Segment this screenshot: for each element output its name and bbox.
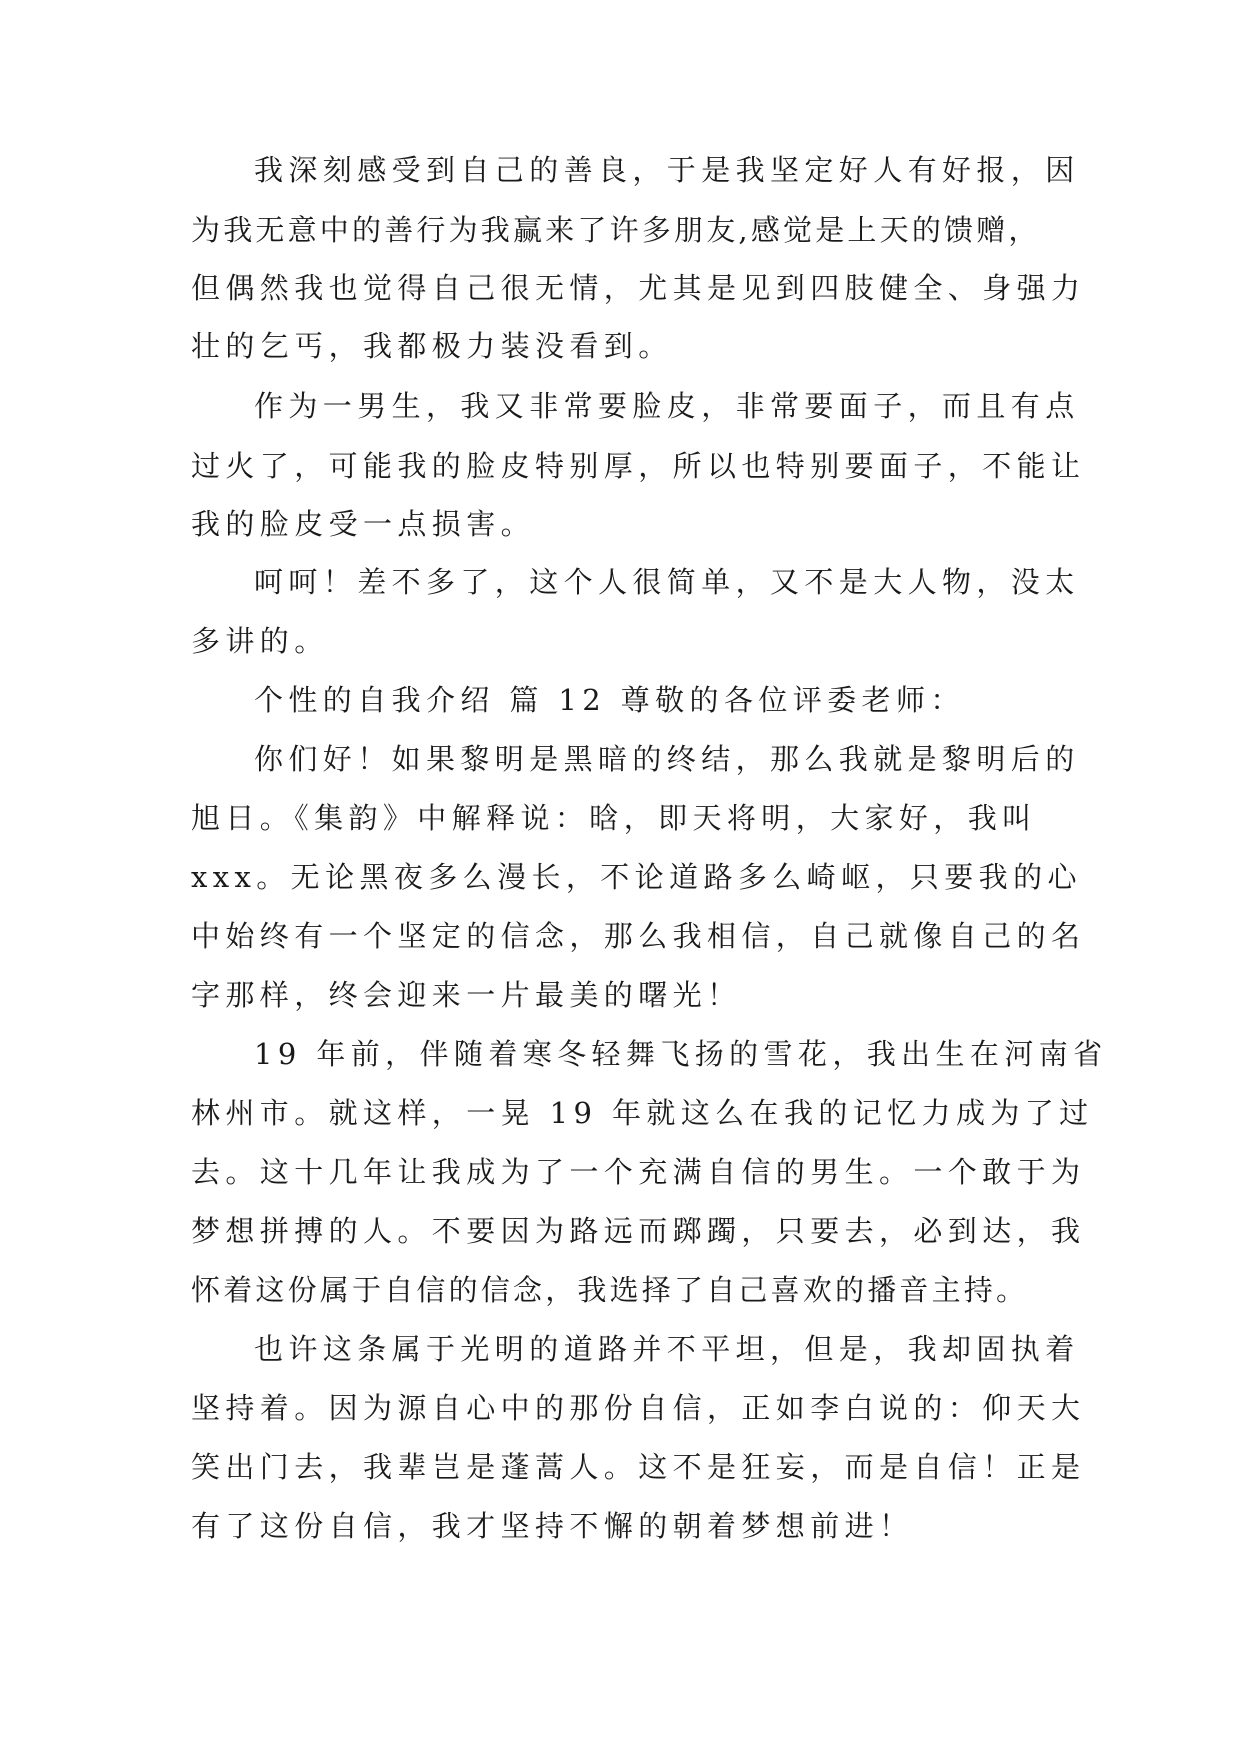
text-line: 去。这十几年让我成为了一个充满自信的男生。一个敢于为 (191, 1155, 1086, 1189)
text-line: 中始终有一个坚定的信念，那么我相信，自己就像自己的名 (191, 919, 1086, 953)
text-line: 但偶然我也觉得自己很无情，尤其是见到四肢健全、身强力 (191, 271, 1086, 305)
text-line: 坚持着。因为源自心中的那份自信，正如李白说的：仰天大 (191, 1391, 1086, 1425)
text-line: 作为一男生，我又非常要脸皮，非常要面子，而且有点 (254, 389, 1080, 423)
text-line: 林州市。就这样，一晃 19 年就这么在我的记忆力成为了过 (191, 1096, 1094, 1130)
text-line: 也许这条属于光明的道路并不平坦，但是，我却固执着 (254, 1332, 1080, 1366)
text-line: 怀着这份属于自信的信念，我选择了自己喜欢的播音主持。 (191, 1273, 1029, 1307)
text-line: 呵呵！差不多了，这个人很简单，又不是大人物，没太 (254, 565, 1080, 599)
text-line: 壮的乞丐，我都极力装没看到。 (191, 329, 673, 363)
text-line: 梦想拼搏的人。不要因为路远而踯躅，只要去，必到达，我 (191, 1214, 1086, 1248)
text-line: 字那样，终会迎来一片最美的曙光！ (191, 978, 742, 1012)
text-line: xxx。无论黑夜多么漫长，不论道路多么崎岖，只要我的心 (191, 860, 1082, 894)
text-line: 旭日。《集韵》中解释说：晗，即天将明，大家好，我叫 (191, 801, 1037, 835)
text-line: 笑出门去，我辈岂是蓬蒿人。这不是狂妄，而是自信！正是 (191, 1450, 1086, 1484)
text-line: 过火了，可能我的脸皮特别厚，所以也特别要面子，不能让 (191, 449, 1086, 483)
text-line: 我的脸皮受一点损害。 (191, 507, 536, 541)
section-heading: 个性的自我介绍 篇 12 尊敬的各位评委老师： (254, 683, 965, 717)
text-line: 我深刻感受到自己的善良，于是我坚定好人有好报，因 (254, 153, 1080, 187)
text-line: 为我无意中的善行为我赢来了许多朋友,感觉是上天的馈赠， (191, 213, 1041, 247)
text-line: 19 年前，伴随着寒冬轻舞飞扬的雪花，我出生在河南省 (254, 1037, 1108, 1071)
text-line: 有了这份自信，我才坚持不懈的朝着梦想前进！ (191, 1509, 914, 1543)
text-line: 你们好！如果黎明是黑暗的终结，那么我就是黎明后的 (254, 742, 1080, 776)
text-line: 多讲的。 (191, 624, 329, 658)
